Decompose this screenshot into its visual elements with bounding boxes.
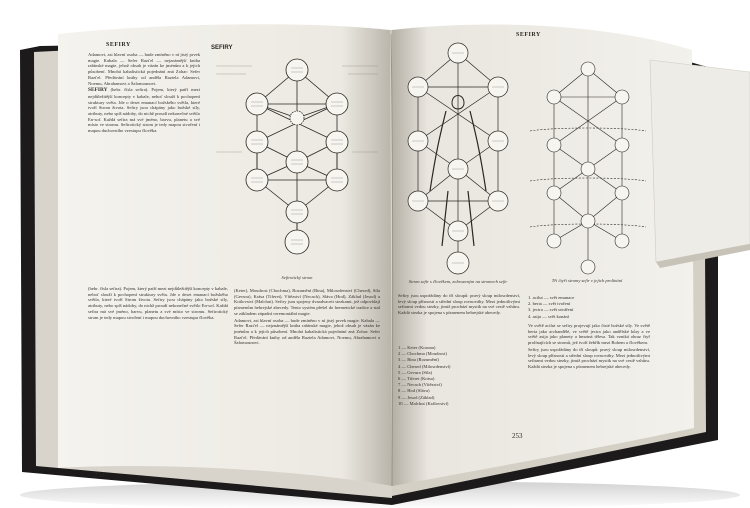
four-worlds-tree-figure bbox=[524, 61, 652, 275]
sefirot-tree-human-figure bbox=[396, 41, 520, 281]
list-item: 4. asija — svět konání bbox=[528, 313, 569, 319]
right-column-2 bbox=[528, 323, 650, 371]
right-column-1 bbox=[398, 293, 520, 317]
list-item: 9 — Jesod (Základ) bbox=[398, 394, 435, 400]
figure-title: SEFIRY bbox=[211, 45, 233, 51]
right-page bbox=[392, 27, 658, 467]
right-sefira-list bbox=[398, 345, 520, 407]
left-col2-text: (Keter), Moudrost (Chochma), Rozumění (Bina), Milosrdenství (Chesed), Síla (Gevura), Krása (Tiferet), Vítězství (Necach), Sláva (Hod), Základ (Jesod) a Království (Malchut). Sefiry jsou spojeny dvaadvaceti stezkami, jež odpovídají písmenům hebrejské abecedy. Tento systém přešel do hermetické tradice a stal se základem západní ceremoniální magie. bbox=[234, 288, 380, 316]
sefirot-tree-figure bbox=[212, 52, 382, 274]
list-item: 8 — Hod (Sláva) bbox=[398, 388, 430, 394]
entry-body-text: (hebr. čísla sefira). Pojem, který patří mezi nejdůležitější koncepty v kabale, neboť slouží k pochopení struktury světa. Jde o deset emanací božského světla, které tvoří Strom života. Sefiry jsou chápány jako božské síly, atributy, nebo spíš nádoby, do nichž proudí nekonečné světlo En-sof. Každá sefira má své jméno, barvu, planetu a své místo ve stromu. Sefirotický strom je tedy mapou stvoření i mapou duchovního vzestupu člověka. bbox=[88, 87, 200, 134]
running-head-right: SEFIRY bbox=[516, 32, 541, 38]
list-item: 2 — Chochma (Moudrost) bbox=[398, 351, 447, 357]
page-number-right: 253 bbox=[512, 432, 523, 440]
right-col2-text-cont: Sefiry jsou uspořádány do tří sloupů: pravý sloup milosrdenství, levý sloup přísnosti a střední sloup rovnováhy. Mezi jednotlivými sefirami vedou stezky, jimiž prochází mystik na své cestě vzhůru. Každá stezka je spojena s písmenem hebrejské abecedy. bbox=[528, 346, 650, 369]
figure-caption-right-1: Strom sefir s člověkem, zobrazeným na stromech sefir bbox=[408, 279, 508, 284]
entry-heading-sefiry: SEFIRY bbox=[88, 87, 108, 94]
figure-caption-right-2: Tři čtyři stromy sefir v jejich prolínání bbox=[551, 278, 623, 283]
list-item: 10 — Malchut (Království) bbox=[398, 400, 449, 406]
list-item: 4 — Chesed (Milosrdenství) bbox=[398, 363, 451, 369]
right-worlds-list bbox=[528, 295, 652, 320]
right-col2-text: Ve světě acilut se sefiry projevují jako čisté božské síly. Ve světě beria jako archandělé, ve světě jecira jako andělské kůry a ve světě asija jako planety a hmotná tělesa. Tak vzniká obraz čtyř prolínajících se stromů, jež tvoří žebřík mezi Bohem a člověkem. bbox=[528, 323, 650, 346]
list-item: 1. acilut — svět emanace bbox=[528, 295, 575, 300]
left-col2-text-cont: Adamovi, asi hlavní osoba — bude zmíněno v ní jistý prvek magie. Kabala — Sefer Razi'el — nejznámější kniha rabínské magie, jehož obsah je vázán ke jménům a k jejich působení. Mnohá kabalistická pojednání zná Zohar: Sefer Razi'el. Předávání knihy od anděla Raziela Adamovi, Noemu, Abrahamovi a Šalomounovi. bbox=[234, 317, 380, 346]
page-number-left: 252 bbox=[94, 471, 105, 479]
figure-caption-left: Sefirotický strom bbox=[281, 275, 313, 280]
list-item: 6 — Tiferet (Krása) bbox=[398, 376, 435, 382]
left-column-2 bbox=[234, 288, 380, 347]
list-item: 5 — Gevura (Síla) bbox=[398, 369, 433, 375]
left-column-1 bbox=[88, 52, 200, 135]
list-item: 3 — Bina (Rozumění) bbox=[398, 357, 439, 363]
list-item: 2. beria — svět tvoření bbox=[528, 301, 571, 307]
left-page bbox=[62, 24, 388, 484]
left-intro-text: Adamovi, asi hlavní osoba — bude zmíněno v ní jistý prvek magie. Kabala — Sefer Razi'el — nejznámější kniha rabínské magie, jehož obsah je vázán ke jménům a k jejich působení. Mnohá kabalistická pojednání zná Zohar: Sefer Razi'el. Předávání knihy od anděla Raziela Adamovi, Noemu, Abrahamovi a Šalomounovi. bbox=[88, 52, 200, 86]
left-bottom-text: (hebr. čísla sefira). Pojem, který patří mezi nejdůležitější koncepty v kabale, neboť slouží k pochopení struktury světa. Jde o deset emanací božského světla, které tvoří Strom života. Sefiry jsou chápány jako božské síly, atributy, nebo spíš nádoby, do nichž proudí nekonečné světlo En-sof. Každá sefira má své jméno, barvu, planetu a své místo ve stromu. Sefirotický strom je tedy mapou stvoření i mapou duchovního vzestupu člověka. bbox=[88, 286, 228, 320]
list-item: 1 — Keter (Koruna) bbox=[398, 345, 436, 350]
running-head-left: SEFIRY bbox=[106, 42, 131, 48]
list-item: 3. jecira — svět utváření bbox=[528, 307, 574, 313]
list-item: 7 — Necach (Vítězství) bbox=[398, 382, 442, 388]
left-column-1-bottom bbox=[88, 286, 228, 321]
right-col1-text: Sefiry jsou uspořádány do tří sloupů: pravý sloup milosrdenství, levý sloup přísnosti a střední sloup rovnováhy. Mezi jednotlivými sefirami vedou stezky, jimiž prochází mystik na své cestě vzhůru. Každá stezka je spojena s písmenem hebrejské abecedy. bbox=[398, 293, 520, 316]
